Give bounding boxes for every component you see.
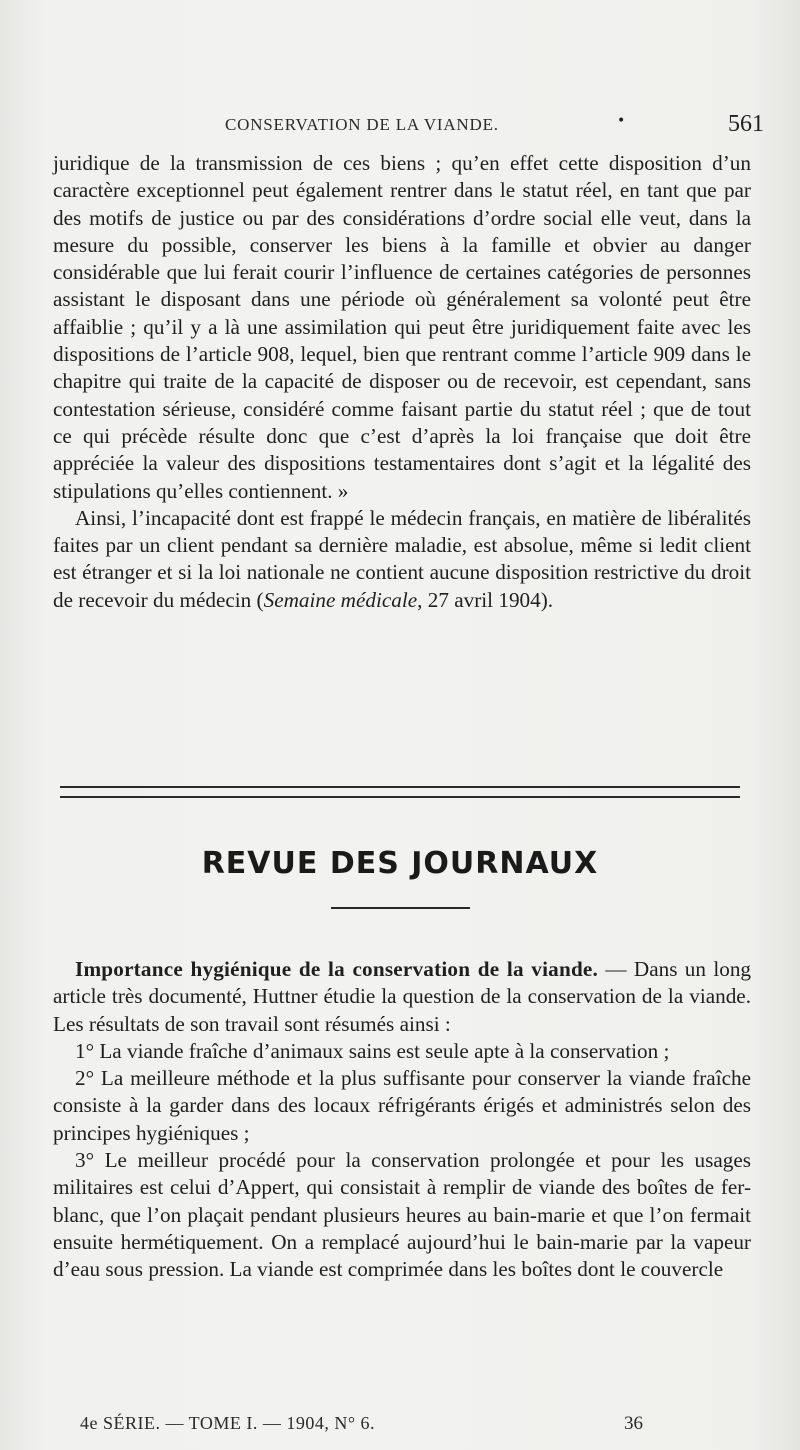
- page-footer: [0, 1413, 800, 1443]
- journal-review-block: [53, 956, 751, 1284]
- legal-text-block: [53, 150, 751, 614]
- running-title: CONSERVATION DE LA VIANDE.: [225, 115, 499, 134]
- list-item: 2° La meilleure méthode et la plus suffisante pour conserver la viande fraîche consiste à la garder dans des locaux réfrigérants érigés et administrés selon des principes hygiéniques ;: [53, 1066, 751, 1145]
- section-heading: REVUE DES JOURNAUX: [201, 846, 599, 881]
- article-title: Importance hygiénique de la conservation de la viande.: [75, 957, 599, 981]
- paragraph-conclusion: [53, 505, 751, 614]
- footer-sheet-number: 36: [624, 1413, 643, 1434]
- running-head-dot: •: [617, 113, 626, 129]
- conclusion-text: Ainsi, l’incapacité dont est frappé le médecin français, en matière de libéralités faites par un client pendant sa dernière maladie, est absolue, même si ledit client est étranger et si la loi nationale ne contient aucune disposition restrictive du droit de recevoir du médecin (: [53, 505, 751, 612]
- page-number: 561: [728, 111, 764, 137]
- article-intro: [53, 956, 751, 1038]
- conclusion-date: , 27 avril 1904).: [417, 587, 554, 612]
- paragraph-quote-end: juridique de la transmission de ces biens ; qu’en effet cette disposition d’un caractère exceptionnel peut également rentrer dans le statut réel, en tant que par des motifs de justice ou par des considérations d’ordre social elle veut, dans la mesure du possible, conserver les biens à la famille et obvier au danger considérable que lui ferait courir l’influence de certaines catégories de personnes assistant le disposant dans une période où généralement sa volonté peut être affaiblie ; qu’il y a là une assimilation qui peut être juridiquement faite avec les dispositions de l’article 908, lequel, bien que rentrant comme l’article 909 dans le chapitre qui traite de la capacité de disposer ou de recevoir, est cependant, sans contestation sérieuse, considéré comme faisant partie du statut réel ; que de tout ce qui précède résulte donc que c’est d’après la loi française que doit être appréciée la valeur des dispositions testamentaires dont s’agit et la légalité des stipulations qu’elles contiennent. »: [53, 151, 751, 503]
- list-item: 3° Le meilleur procédé pour la conservation prolongée et pour les usages militaires est celui d’Appert, qui consistait à remplir de viande des boîtes de fer-blanc, que l’on plaçait pendant plusieurs heures au bain-marie et que l’on fermait ensuite hermétiquement. On a remplacé aujourd’hui le bain-marie par la vapeur d’eau sous pression. La viande est comprimée dans les boîtes dont le couvercle: [53, 1148, 751, 1282]
- list-item: 1° La viande fraîche d’animaux sains est seule apte à la conservation ;: [75, 1038, 670, 1063]
- article-intro-text: — Dans un long article très documenté, Huttner étudie la question de la conservation de la viande. Les résultats de son travail sont résumés ainsi :: [53, 957, 752, 1036]
- double-rule-divider: [60, 786, 740, 798]
- running-head: [0, 111, 800, 141]
- short-rule-divider: [331, 907, 470, 909]
- footer-series: 4e SÉRIE. — TOME I. — 1904, N° 6.: [80, 1413, 376, 1433]
- source-citation: Semaine médicale: [263, 587, 418, 612]
